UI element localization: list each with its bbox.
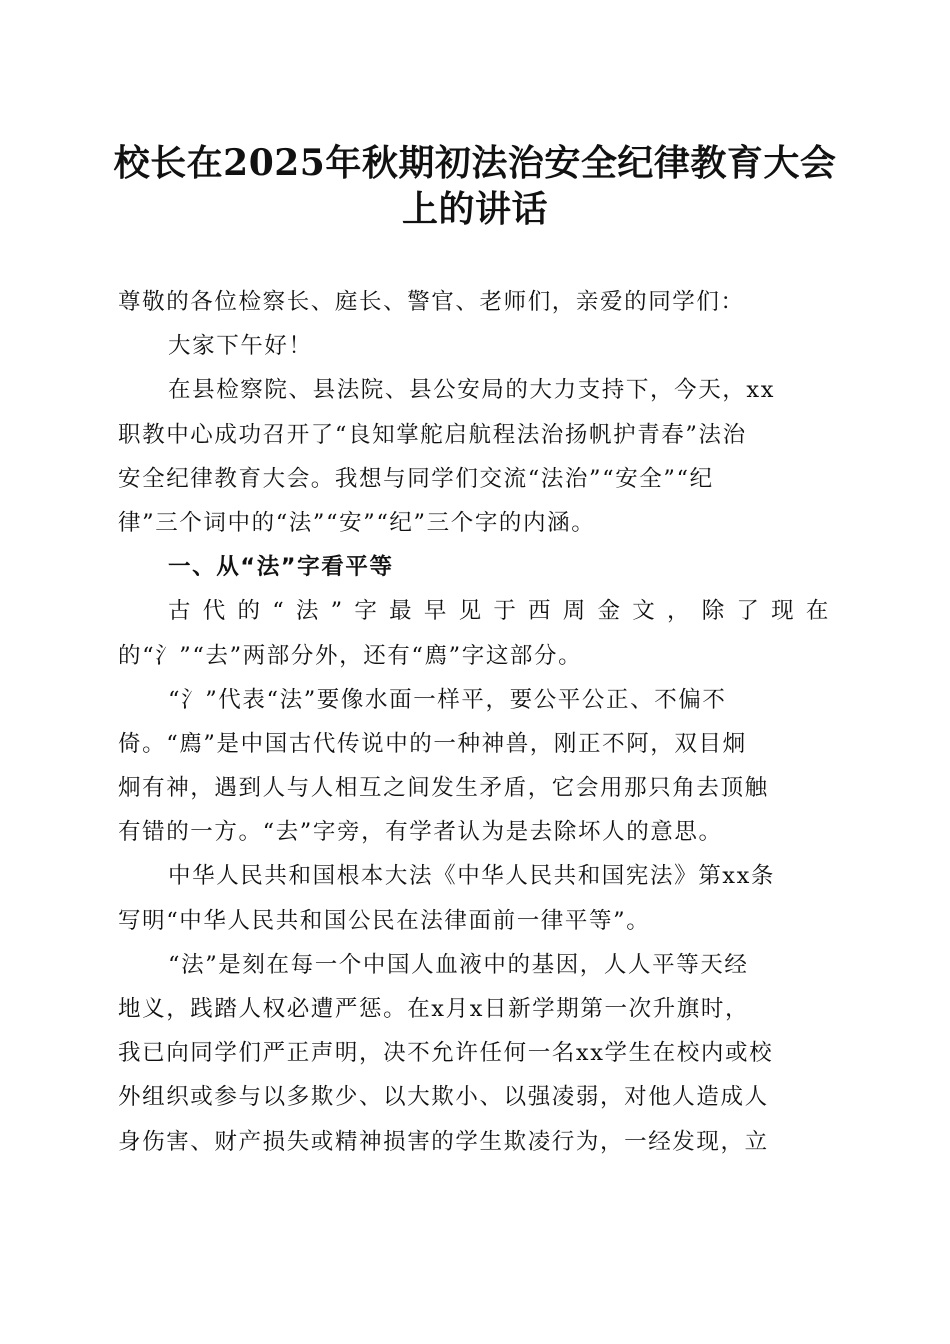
paragraph-line: 的“氵”“去”两部分外，还有“廌”字这部分。	[118, 642, 583, 669]
paragraph-line: 有错的一方。“去”字旁，有学者认为是去除坏人的意思。	[118, 819, 723, 846]
document-title-line-2: 上的讲话	[401, 188, 548, 230]
paragraph-line: 炯有神，遇到人与人相互之间发生矛盾，它会用那只角去顶触	[118, 775, 769, 802]
document-title-line-1: 校长在2025年秋期初法治安全纪律教育大会	[113, 142, 837, 184]
section-heading: 一、从“法”字看平等	[168, 554, 394, 581]
greeting: 大家下午好！	[168, 333, 313, 360]
paragraph-line: 安全纪律教育大会。我想与同学们交流“法治”“安全”“纪	[118, 465, 714, 492]
paragraph-line: 职教中心成功召开了“良知掌舵启航程法治扬帆护青春”法治	[118, 421, 747, 448]
paragraph-line: 律”三个词中的“法”“安”“纪”三个字的内涵。	[118, 509, 596, 536]
paragraph-line: 古代的“法”字最早见于西周金文，除了现在	[168, 598, 830, 625]
paragraph-line: 地义，践踏人权必遭严惩。在x月x日新学期第一次升旗时，	[118, 996, 750, 1022]
salutation: 尊敬的各位检察长、庭长、警官、老师们，亲爱的同学们：	[118, 289, 745, 315]
paragraph-line: 中华人民共和国根本大法《中华人民共和国宪法》第xx条	[168, 863, 775, 890]
paragraph-line: 我已向同学们严正声明，决不允许任何一名xx学生在校内或校	[118, 1040, 774, 1067]
paragraph-line: “法”是刻在每一个中国人血液中的基因，人人平等天经	[168, 951, 749, 978]
paragraph-line: 身伤害、财产损失或精神损害的学生欺凌行为，一经发现，立	[118, 1128, 769, 1155]
paragraph-line: “氵”代表“法”要像水面一样平，要公平公正、不偏不	[168, 686, 727, 713]
paragraph-line: 在县检察院、县法院、县公安局的大力支持下，今天，xx	[168, 377, 775, 404]
paragraph-line: 写明“中华人民共和国公民在法律面前一律平等”。	[118, 907, 651, 934]
paragraph-line: 外组织或参与以多欺少、以大欺小、以强凌弱，对他人造成人	[118, 1084, 769, 1111]
speech-body	[118, 280, 830, 1164]
paragraph-line: 倚。“廌”是中国古代传说中的一种神兽，刚正不阿，双目炯	[118, 730, 747, 757]
